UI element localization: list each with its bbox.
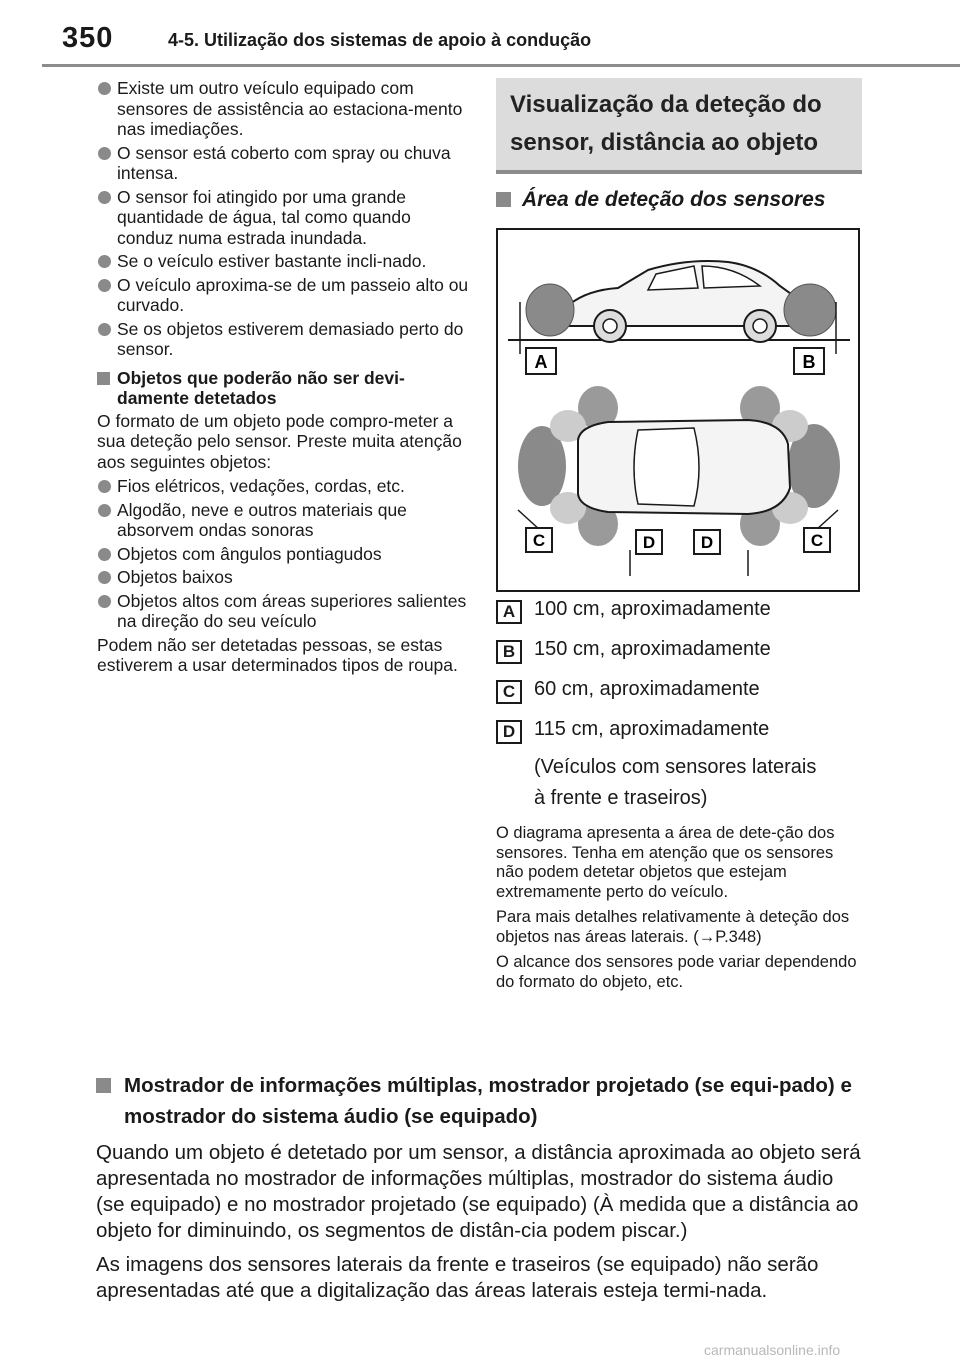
legend-item-d xyxy=(496,712,862,752)
list-item: Fios elétricos, vedações, cordas, etc. xyxy=(97,476,469,497)
section-title-box: Visualização da deteção do sensor, distância ao objeto xyxy=(496,78,862,174)
car-sensor-illustration xyxy=(498,230,858,590)
legend-item-a xyxy=(496,592,862,632)
legend-text: 150 cm, aproximadamente xyxy=(534,638,771,660)
note-paragraph: O diagrama apresenta a área de dete-ção dos sensores. Tenha em atenção que os sensores não podem detetar objetos que estejam extremamente perto do veículo. xyxy=(496,824,835,901)
legend-letter: A xyxy=(496,600,522,624)
square-bullet-icon xyxy=(97,372,110,385)
display-paragraph: As imagens dos sensores laterais da frente e traseiros (se equipado) não serão apresentadas até que a digitalização das áreas laterais esteja termi-nada. xyxy=(96,1253,819,1302)
diagram-label-d-right: D xyxy=(700,533,714,552)
car-top-view xyxy=(518,386,840,576)
bullet-icon xyxy=(98,504,111,517)
legend-text: 115 cm, aproximadamente xyxy=(534,718,770,740)
square-bullet-icon xyxy=(96,1078,111,1093)
note-paragraph: Para mais detalhes relativamente à deteção dos objetos nas áreas laterais. (→P.348) xyxy=(496,908,850,946)
list-item: Algodão, neve e outros materiais que absorvem ondas sonoras xyxy=(97,500,469,541)
bullet-icon xyxy=(98,82,111,95)
bullet-icon xyxy=(98,255,111,268)
list-item: Se o veículo estiver bastante incli-nado. xyxy=(97,251,469,272)
legend-item-c xyxy=(496,672,862,712)
legend-d-note: à frente e traseiros) xyxy=(534,787,708,809)
list-item: Objetos altos com áreas superiores salientes na direção do seu veículo xyxy=(97,591,469,632)
legend-letter: B xyxy=(496,640,522,664)
bullet-icon xyxy=(98,480,111,493)
square-bullet-icon xyxy=(496,192,511,207)
legend-d-note: (Veículos com sensores laterais xyxy=(534,756,817,778)
legend-letter: D xyxy=(496,720,522,744)
legend-item-b xyxy=(496,632,862,672)
bullet-icon xyxy=(98,548,111,561)
list-item: O sensor está coberto com spray ou chuva intensa. xyxy=(97,143,469,184)
intro-paragraph: O formato de um objeto pode compro-meter a sua deteção pelo sensor. Preste muita atenção aos seguintes objetos: xyxy=(97,410,462,472)
car-side-view xyxy=(508,261,850,354)
sensor-detection-diagram xyxy=(496,228,860,592)
display-heading: Mostrador de informações múltiplas, mostrador projetado (se equi-pado) e mostrador do sistema áudio (se equipado) xyxy=(96,1070,866,1132)
bullet-icon xyxy=(98,279,111,292)
diagram-label-c-right: C xyxy=(810,531,824,550)
list-item: Objetos baixos xyxy=(97,567,469,588)
subheading-undetected-objects: Objetos que poderão não ser devi-damente detetados xyxy=(97,368,469,409)
bullet-icon xyxy=(98,191,111,204)
bullet-icon xyxy=(98,595,111,608)
closing-paragraph: Podem não ser detetadas pessoas, se estas estiverem a usar determinados tipos de roupa. xyxy=(97,634,458,675)
bullet-icon xyxy=(98,571,111,584)
page-number: 350 xyxy=(62,22,114,54)
left-column xyxy=(97,78,469,680)
note-paragraph: O alcance dos sensores pode variar dependendo do formato do objeto, etc. xyxy=(496,953,857,991)
diagram-label-c-left: C xyxy=(532,531,546,550)
diagram-label-a: A xyxy=(534,352,548,372)
list-item: Se os objetos estiverem demasiado perto do sensor. xyxy=(97,319,469,360)
display-paragraph: Quando um objeto é detetado por um sensor, a distância aproximada ao objeto será apresentada no mostrador de informações múltiplas, mostrador do sistema áudio (se equipado) e no mostrador projetado (se equipado) (À medida que a distância ao objeto for diminuindo, os segmentos de distân-cia podem piscar.) xyxy=(96,1141,861,1242)
diagram-label-d-left: D xyxy=(642,533,656,552)
bullet-icon xyxy=(98,323,111,336)
diagram-label-b: B xyxy=(802,352,816,372)
list-item: Existe um outro veículo equipado com sensores de assistência ao estaciona-mento nas imediações. xyxy=(97,78,469,140)
list-item: O veículo aproxima-se de um passeio alto ou curvado. xyxy=(97,275,469,316)
legend-text: 100 cm, aproximadamente xyxy=(534,598,771,620)
legend-letter: C xyxy=(496,680,522,704)
list-item: Objetos com ângulos pontiagudos xyxy=(97,544,469,565)
header-divider xyxy=(42,64,960,67)
page-header xyxy=(0,0,960,70)
watermark-text: carmanualsonline.info xyxy=(704,1342,841,1358)
legend-text: 60 cm, aproximadamente xyxy=(534,678,760,700)
header-section-title: 4-5. Utilização dos sistemas de apoio à condução xyxy=(168,30,592,50)
display-info-section xyxy=(96,1070,866,1304)
list-item: O sensor foi atingido por uma grande quantidade de água, tal como quando conduz numa estrada inundada. xyxy=(97,187,469,249)
subheading-detection-area: Área de deteção dos sensores xyxy=(496,188,862,212)
right-column xyxy=(496,78,862,998)
bullet-icon xyxy=(98,147,111,160)
